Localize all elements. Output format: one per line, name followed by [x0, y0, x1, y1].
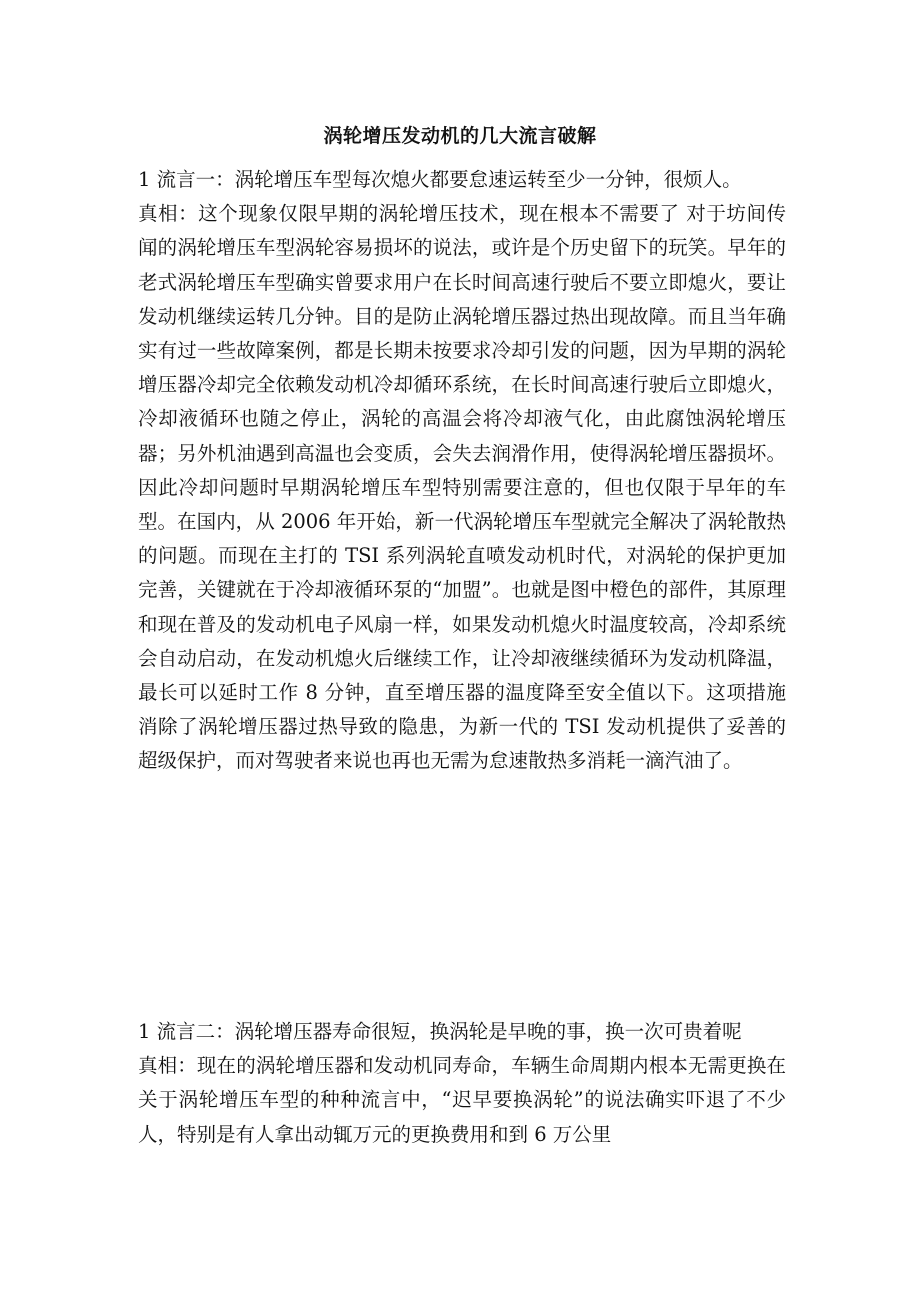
section-heading: 1 流言二：涡轮增压器寿命很短，换涡轮是早晚的事，换一次可贵着呢	[138, 1020, 742, 1043]
section-heading: 1 流言一：涡轮增压车型每次熄火都要怠速运转至少一分钟，很烦人。	[138, 168, 742, 191]
section-myth-1	[138, 163, 786, 779]
section-body: 真相：这个现象仅限早期的涡轮增压技术，现在根本不需要了 对于坊间传闻的涡轮增压车型涡轮容易损坏的说法，或许是个历史留下的玩笑。早年的老式涡轮增压车型确实曾要求用户在长时间高速行驶后不要立即熄火，要让发动机继续运转几分钟。目的是防止涡轮增压器过热出现故障。而且当年确实有过一些故障案例，都是长期未按要求冷却引发的问题，因为早期的涡轮增压器冷却完全依赖发动机冷却循环系统，在长时间高速行驶后立即熄火，冷却液循环也随之停止，涡轮的高温会将冷却液气化，由此腐蚀涡轮增压器；另外机油遇到高温也会变质，会失去润滑作用，使得涡轮增压器损坏。因此冷却问题时早期涡轮增压车型特别需要注意的，但也仅限于早年的车型。在国内，从 2006 年开始，新一代涡轮增压车型就完全解决了涡轮散热的问题。而现在主打的 TSI 系列涡轮直喷发动机时代，对涡轮的保护更加完善，关键就在于冷却液循环泵的“加盟”。也就是图中橙色的部件，其原理和现在普及的发动机电子风扇一样，如果发动机熄火时温度较高，冷却系统会自动启动，在发动机熄火后继续工作，让冷却液继续循环为发动机降温，最长可以延时工作 8 分钟，直至增压器的温度降至安全值以下。这项措施消除了涡轮增压器过热导致的隐患，为新一代的 TSI 发动机提供了妥善的超级保护，而对驾驶者来说也再也无需为怠速散热多消耗一滴汽油了。	[138, 202, 786, 773]
section-body: 真相：现在的涡轮增压器和发动机同寿命，车辆生命周期内根本无需更换在关于涡轮增压车型的种种流言中，“迟早要换涡轮”的说法确实吓退了不少人，特别是有人拿出动辄万元的更换费用和到 6 万公里	[138, 1054, 786, 1146]
section-myth-2	[138, 1015, 786, 1152]
document-title: 涡轮增压发动机的几大流言破解	[323, 125, 597, 147]
